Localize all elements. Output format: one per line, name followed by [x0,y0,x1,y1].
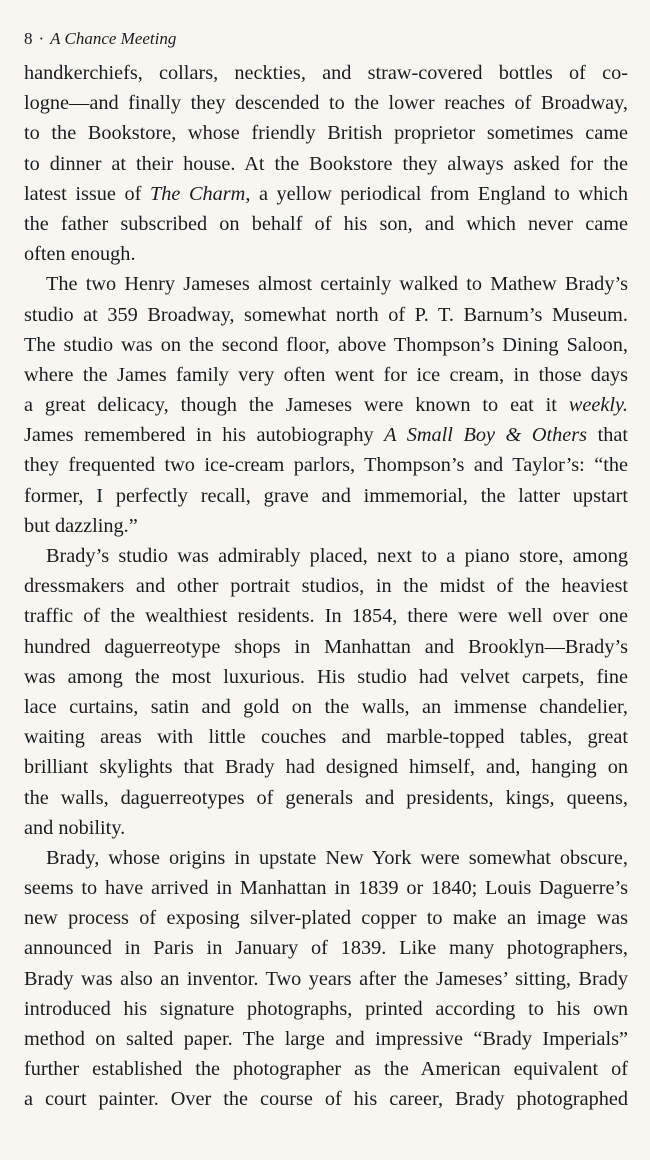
text-segment: the walls, daguerreotypes of generals and presidents, kings, queens, [24,786,628,809]
text-segment: logne—and finally they descended to the lower reaches of Broadway, [24,92,628,115]
text-line [24,994,628,1024]
text-segment: announced in Paris in January of 1839. Like many photographers, [24,937,628,960]
text-line [24,511,628,541]
text-line [24,179,628,209]
text-segment: a great delicacy, though the Jameses were known to eat it [24,394,569,417]
text-segment: James remembered in his autobiography [24,424,385,447]
text-line [24,752,628,782]
text-segment: they frequented two ice-cream parlors, Thompson’s and Taylor’s: “the [24,454,628,477]
text-segment: studio at 359 Broadway, somewhat north of P. T. Barnum’s Museum. [24,303,628,326]
text-segment: brilliant skylights that Brady had designed himself, and, hanging on [24,756,628,779]
text-line [24,692,628,722]
italic-text-segment: weekly. [568,394,628,417]
text-line [24,964,628,994]
text-segment: new process of exposing silver-plated copper to make an image was [24,907,628,930]
running-head [24,28,628,50]
text-line [24,300,628,330]
text-segment: , a yellow periodical from England to which [245,182,629,205]
text-segment: to the Bookstore, whose friendly British proprietor sometimes came [24,122,628,145]
text-segment: to dinner at their house. At the Bookstore they always asked for the [24,152,628,175]
text-segment: Brady, whose origins in upstate New York were somewhat obscure, [46,846,628,869]
text-segment: that [587,424,628,447]
text-segment: where the James family very often went for ice cream, in those days [24,363,628,386]
text-segment: dressmakers and other portrait studios, in the midst of the heaviest [24,575,628,598]
text-segment: waiting areas with little couches and marble-topped tables, great [24,726,628,749]
text-line [24,933,628,963]
text-line [24,481,628,511]
text-segment: latest issue of [24,182,150,205]
text-segment: seems to have arrived in Manhattan in 1839 or 1840; Louis Daguerre’s [24,877,628,900]
text-line [24,632,628,662]
book-page [24,28,628,1115]
text-line [24,420,628,450]
text-line [24,571,628,601]
text-line [24,813,628,843]
text-line [24,1084,628,1114]
text-segment: often enough. [24,243,136,266]
text-segment: further established the photographer as the American equivalent of [24,1058,628,1081]
text-segment: hundred daguerreotype shops in Manhattan and Brooklyn—Brady’s [24,635,628,658]
text-line [24,541,628,571]
text-line [24,390,628,420]
text-segment: handkerchiefs, collars, neckties, and straw-covered bottles of co- [24,62,628,84]
text-segment: introduced his signature photographs, printed according to his own [24,997,628,1020]
text-segment: the father subscribed on behalf of his son, and which never came [24,212,628,235]
text-line [24,722,628,752]
text-segment: but dazzling.” [24,514,138,537]
text-line [24,239,628,269]
italic-text-segment: A Small Boy & Others [384,424,588,447]
text-line [24,209,628,239]
text-segment: lace curtains, satin and gold on the walls, an immense chandelier, [24,695,628,718]
text-segment: and nobility. [24,816,126,839]
text-line [24,873,628,903]
text-line [24,783,628,813]
text-line [24,450,628,480]
text-segment: The two Henry Jameses almost certainly walked to Mathew Brady’s [46,273,628,296]
text-line [24,1054,628,1084]
text-line [24,662,628,692]
text-segment: former, I perfectly recall, grave and immemorial, the latter upstart [24,484,628,507]
text-line [24,903,628,933]
text-line [24,269,628,299]
text-line [24,330,628,360]
text-line [24,149,628,179]
text-segment: traffic of the wealthiest residents. In 1854, there were well over one [24,605,628,628]
text-line [24,58,628,88]
text-segment: Brady was also an inventor. Two years after the Jameses’ sitting, Brady [24,967,628,990]
text-line [24,1024,628,1054]
chapter-title: A Chance Meeting [50,29,177,48]
text-line [24,601,628,631]
text-segment: a court painter. Over the course of his career, Brady photographed [24,1088,628,1111]
text-segment: The studio was on the second floor, above Thompson’s Dining Saloon, [24,333,628,356]
text-line [24,843,628,873]
text-line [24,360,628,390]
italic-text-segment: The Charm [149,182,246,205]
body-text [24,58,628,1115]
page-number: 8 [24,29,33,48]
text-line [24,118,628,148]
running-head-separator: · [38,29,45,48]
text-segment: method on salted paper. The large and impressive “Brady Imperials” [24,1028,628,1050]
text-line [24,88,628,118]
text-segment: was among the most luxurious. His studio had velvet carpets, fine [24,665,628,688]
text-segment: Brady’s studio was admirably placed, next to a piano store, among [46,545,628,567]
